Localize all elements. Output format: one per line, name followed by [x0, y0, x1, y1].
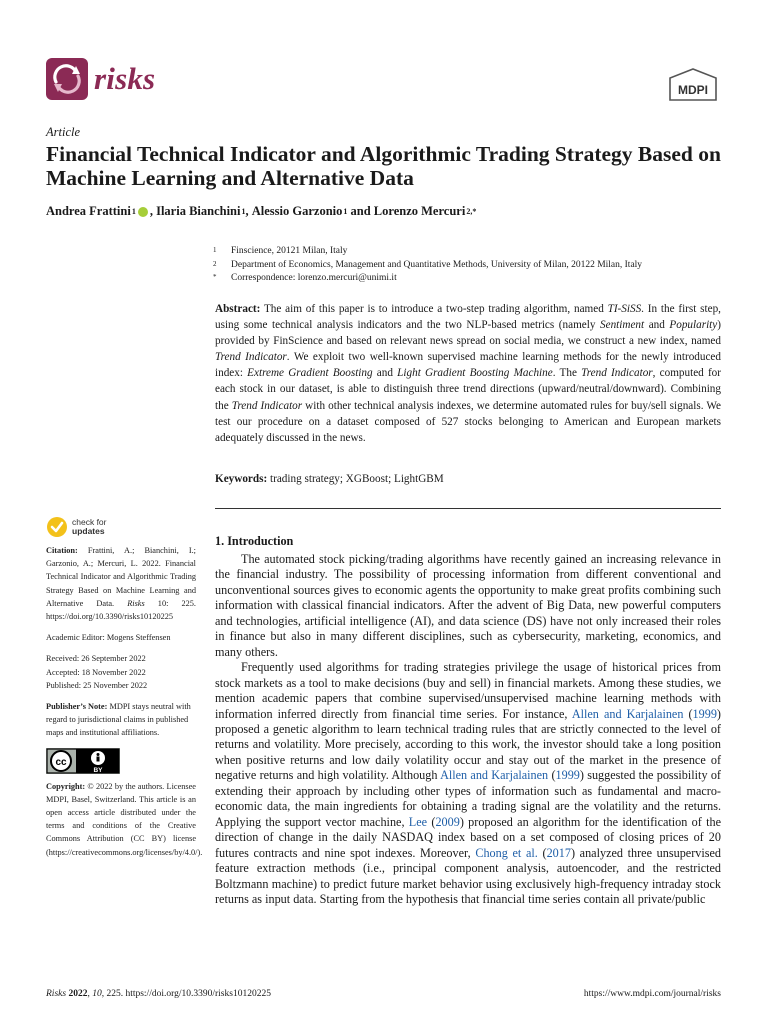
abstract-emphasis: Extreme Gradient Boosting — [247, 367, 373, 380]
journal-name: risks — [94, 61, 156, 96]
keywords — [215, 473, 444, 485]
footer-volume: 10 — [92, 989, 102, 999]
citation-year-link[interactable]: 2017 — [546, 845, 571, 860]
check-updates-icon — [46, 516, 68, 538]
footer-journal-url[interactable]: https://www.mdpi.com/journal/risks — [583, 989, 721, 999]
author-name: Ilaria Bianchini — [156, 204, 241, 218]
abstract-text: ) provided by FinScience and based on relevant news spread on social media, we construct a new index, named — [215, 319, 721, 348]
abstract-emphasis: Popularity — [669, 319, 718, 332]
abstract-text: with other technical analysis indexes, we determine automated rules for buy/sell signals. We test our procedure on a dataset composed of 527 stocks belonging to American and European markets adequately discussed in the news. — [215, 399, 721, 444]
author-name: Lorenzo Mercuri — [373, 204, 466, 218]
paragraph-text: Frequently used algorithms for trading strategies privilege the usage of historical prices from stock markets as a tool to make decisions (buy and sell) in financial markets. Among these studies, we mention academic papers that combine supervised/unsupervised machine learning methods with information inferred directly from financial time series. For instance, — [215, 660, 721, 721]
citation-link[interactable]: Chong et al. — [475, 845, 538, 860]
citation-label: Citation: — [46, 546, 78, 555]
copyright-label: Copyright: — [46, 781, 86, 791]
affiliation-text: Department of Economics, Management and Quantitative Methods, University of Milan, 20122 Milan, Italy — [231, 259, 643, 270]
footer-citation: Risks 2022, 10, 225. https://doi.org/10.3390/risks10120225 — [46, 989, 271, 999]
correspondence-text[interactable]: Correspondence: lorenzo.mercuri@unimi.it — [231, 273, 397, 283]
citation-year-link[interactable]: 2009 — [435, 814, 460, 829]
abstract-emphasis: Trend Indicator — [215, 351, 287, 364]
abstract-label: Abstract: — [215, 303, 261, 315]
author-list — [46, 204, 476, 219]
abstract-text: . The — [552, 367, 582, 380]
abstract — [215, 301, 721, 446]
author-separator: , — [245, 204, 252, 218]
publisher-note-text: MDPI stays neutral with regard to jurisdictional claims in published maps and institutional affiliations. — [46, 702, 191, 738]
footer-journal: Risks — [46, 989, 67, 999]
journal-logo[interactable] — [46, 58, 155, 100]
abstract-text: . We exploit two well-known supervised machine learning methods for the newly introduced index: — [215, 351, 721, 380]
check-updates-line2: updates — [72, 526, 105, 536]
footer-doi[interactable]: , 225. https://doi.org/10.3390/risks10120225 — [101, 989, 271, 999]
mdpi-logo-icon[interactable] — [668, 68, 718, 102]
citation-journal: Risks — [127, 598, 145, 608]
footer-year: 2022 — [68, 989, 88, 999]
abstract-text: and — [644, 319, 670, 332]
author-name: Andrea Frattini — [46, 204, 131, 218]
abstract-text: , computed for each stock in our dataset, is able to distinguish three trend directions (upward/neutral/downward). Combining the — [215, 367, 721, 412]
author-name: Alessio Garzonio — [251, 204, 343, 218]
abstract-text: . In the first step, using some technical analysis indicators and the two NLP-based metrics (namely — [215, 303, 721, 332]
check-for-updates-button[interactable] — [46, 516, 107, 538]
keywords-text: trading strategy; XGBoost; LightGBM — [267, 473, 444, 485]
abstract-text: The aim of this paper is to introduce a two-step trading algorithm, named — [263, 303, 608, 315]
author-affiliation-mark: 2,* — [466, 207, 477, 216]
received-date: Received: 26 September 2022 — [46, 654, 146, 664]
academic-editor: Academic Editor: Mogens Steffensen — [46, 633, 171, 643]
article-type: Article — [46, 125, 81, 139]
abstract-divider — [215, 508, 721, 509]
citation-doi[interactable]: 10: 225. https://doi.org/10.3390/risks10120225 — [46, 598, 196, 622]
publisher-note — [46, 700, 196, 740]
affiliation-number: 1 — [213, 246, 217, 254]
cc-by-license-icon[interactable] — [46, 748, 120, 774]
body-text — [215, 552, 721, 907]
cc-by-label: BY — [93, 766, 103, 774]
paragraph-text: proposed an algorithm for the identification of the direction of change in the daily NASDAQ index based on a set composed of closing prices of 20 futures contracts and nine spot indexes. Moreover, — [215, 814, 721, 860]
publisher-note-label: Publisher’s Note: — [46, 702, 108, 712]
abstract-emphasis: Sentiment — [600, 319, 645, 332]
section-heading: 1. Introduction — [215, 534, 294, 548]
citation-link[interactable]: Allen and Karjalainen — [571, 706, 684, 721]
sidebar — [46, 544, 203, 867]
check-updates-line1: check for — [72, 516, 107, 527]
paragraph-text: suggested the possibility of extending their approach by including other types of information such as fundamental and macro-economic data, the main ingredients for obtaining a trading signal are the volatility and the returns. Applying the support vector machine, — [215, 768, 721, 829]
affiliation-text: Finscience, 20121 Milan, Italy — [231, 246, 348, 256]
author-affiliation-mark: 1 — [241, 207, 246, 216]
affiliation-item — [213, 272, 642, 286]
accepted-date: Accepted: 18 November 2022 — [46, 667, 146, 677]
svg-text:cc: cc — [55, 756, 67, 768]
citation-year-link[interactable]: 1999 — [555, 768, 580, 783]
copyright-text: © 2022 by the authors. Licensee MDPI, Basel, Switzerland. This article is an open access article distributed under the terms and conditions of the Creative Commons Attribution (CC BY) license (https://creativecommons.org/licenses/by/4.0/). — [46, 781, 203, 857]
copyright-block — [46, 780, 203, 859]
published-date: Published: 25 November 2022 — [46, 680, 148, 690]
article-title: Financial Technical Indicator and Algorithmic Trading Strategy Based on Machine Learning and Alternative Data — [46, 142, 721, 190]
citation-link[interactable]: Lee — [408, 814, 428, 829]
paragraph: The automated stock picking/trading algorithms have recently gained an increasing relevance in the financial industry. The possibility of processing information from different conventional and unconventional sources gives to economic agents the opportunity to make great profits combining such information with classical financial indicators. After the advent of Big Data, new powerful computers and technologies, artificial intelligence (AI), and data science (DS) have not only increased their roles in finance but also in many different disciplines, such as cybersecurity, marketing, economics, and many others. — [215, 552, 721, 659]
abstract-emphasis: Light Gradient Boosting Machine — [397, 367, 553, 380]
citation-block — [46, 544, 196, 623]
abstract-emphasis: Trend Indicator — [581, 367, 653, 380]
citation-link[interactable]: Allen and Karjalainen — [440, 768, 549, 783]
paragraph: Frequently used algorithms for trading strategies privilege the usage of historical prices from stock markets as a tool to make decisions (buy and sell) in financial markets. Among these studies, we mention academic papers that combine supervised/unsupervised machine learning methods with information inferred directly from financial time series. For instance, Allen and Karjalainen (1999) proposed a genetic algorithm to learn technical trading rules that are strictly connected to the level of returns and volatility. More precisely, according to this work, the investor should take a long position when positive returns and low daily volatility occur and stay out of the market in the presence of negative returns and high volatility. Although Allen and Karjalainen (1999) suggested the possibility of extending their approach by including other types of information such as fundamental and macro-economic data, the main ingredients for obtaining a trading signal are the volatility and the returns. Applying the support vector machine, Lee (2009) proposed an algorithm for the identification of the direction of change in the daily NASDAQ index based on a set composed of closing prices of 20 futures contracts and nine spot indexes. Moreover, Chong et al. (2017) analyzed three unsupervised feature extraction methods (i.e., principal component analysis, autoencoder, and the restricted Boltzmann machine) to predict future market behavior using exclusively high-frequency intraday stock returns as input data. Starting from the hypothesis that financial time series contain all private/public — [215, 660, 721, 906]
keywords-label: Keywords: — [215, 473, 268, 485]
citation-year-link[interactable]: 1999 — [692, 706, 717, 721]
abstract-emphasis: Trend Indicator — [231, 399, 303, 412]
orcid-icon[interactable] — [138, 207, 148, 217]
affiliation-number: 2 — [213, 259, 217, 268]
affiliation-item — [213, 245, 642, 259]
citation-text: Frattini, A.; Bianchini, I.; Garzonio, A.; Mercuri, L. 2022. Financial Technical Indicator and Algorithmic Trading Strategy Based on Machine Learning and Alternative Data. — [46, 546, 196, 608]
paragraph-text: proposed a genetic algorithm to learn technical trading rules that are strictly connected to the level of returns and volatility. More precisely, according to this work, the investor should take a long position when positive returns and low daily volatility occur and stay out of the market in the presence of negative returns and high volatility. Although — [215, 721, 721, 783]
affiliation-item — [213, 259, 642, 273]
author-affiliation-mark: 1 — [343, 207, 348, 216]
publisher-name: MDPI — [678, 83, 708, 97]
paragraph-text: analyzed three unsupervised feature extraction methods (i.e., principal component analysis, autoencoder, and the restricted Boltzmann machine) to predict future market behavior using exclusively high-frequency intraday stock returns as input data. Starting from the hypothesis that financial time series contain all private/public — [215, 845, 721, 906]
affiliations — [213, 245, 642, 286]
author-separator: and — [347, 204, 374, 218]
abstract-emphasis: TI-SiSS — [607, 303, 642, 315]
affiliation-number: * — [213, 273, 217, 281]
author-affiliation-mark: 1 — [131, 207, 136, 216]
abstract-text: and — [372, 367, 398, 380]
journal-logo-icon — [46, 58, 88, 100]
author-separator: , — [149, 204, 157, 218]
